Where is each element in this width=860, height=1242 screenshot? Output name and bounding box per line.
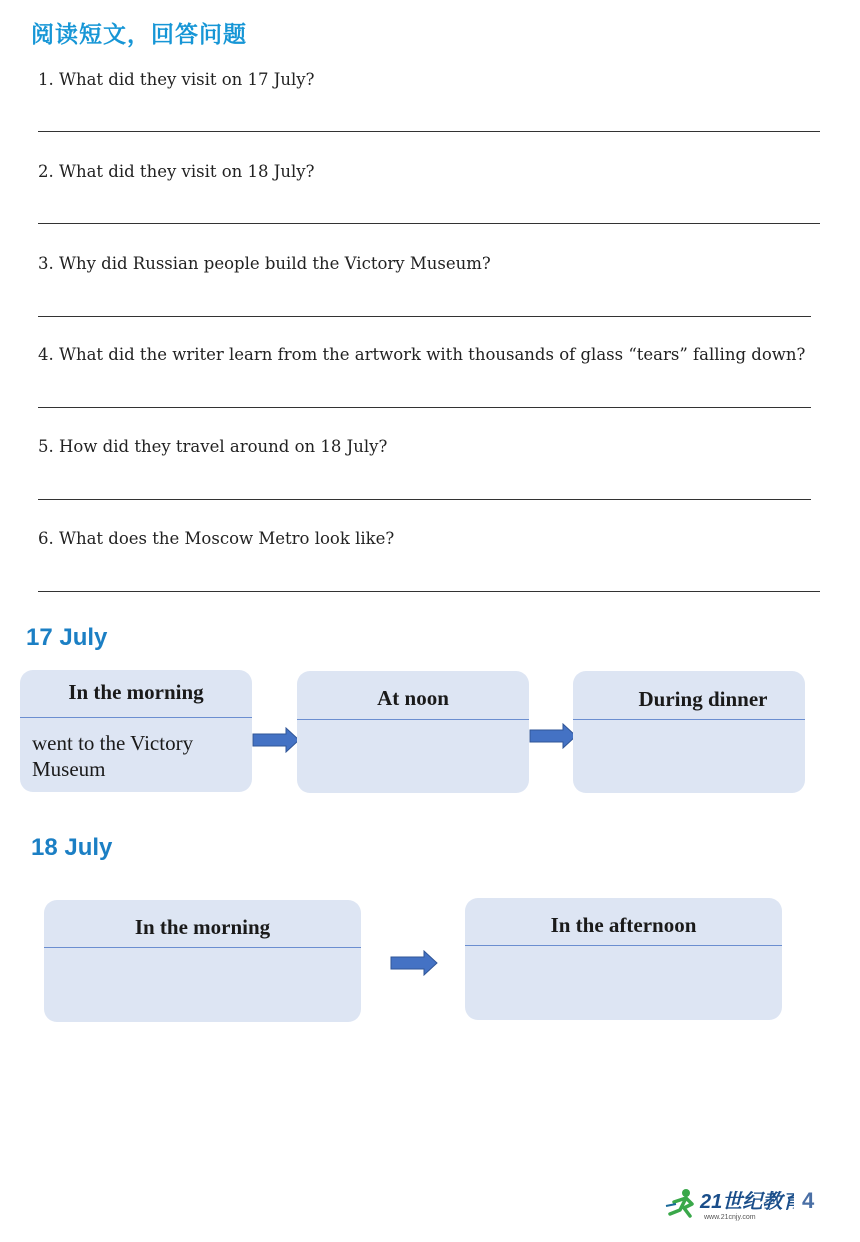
box-divider bbox=[465, 945, 782, 946]
box-divider bbox=[573, 719, 805, 720]
day1-noon-box bbox=[297, 671, 529, 793]
day1-dinner-box bbox=[573, 671, 805, 793]
arrow-right-icon bbox=[252, 727, 300, 753]
logo-text: 21世纪教育 bbox=[700, 1191, 794, 1213]
box-divider bbox=[20, 717, 252, 718]
box-title: During dinner bbox=[638, 687, 768, 711]
arrow-right-icon bbox=[529, 723, 577, 749]
runner-logo-icon bbox=[664, 1186, 794, 1222]
question-2: 2. What did they visit on 18 July? bbox=[38, 162, 315, 181]
day2-morning-box bbox=[44, 900, 361, 1022]
box-divider bbox=[44, 947, 361, 948]
question-3: 3. Why did Russian people build the Victory Museum? bbox=[38, 254, 491, 273]
site-logo bbox=[664, 1186, 794, 1226]
answer-line-4[interactable] bbox=[38, 407, 811, 408]
logo-url: www.21cnjy.com bbox=[704, 1214, 756, 1221]
box-title: In the morning bbox=[134, 915, 271, 939]
date-17-july: 17 July bbox=[26, 624, 108, 651]
box-content[interactable]: went to the Victory Museum bbox=[32, 731, 194, 781]
answer-line-2[interactable] bbox=[38, 223, 820, 224]
day1-morning-box bbox=[20, 670, 252, 792]
box-divider bbox=[297, 719, 529, 720]
day2-afternoon-box bbox=[465, 898, 782, 1020]
box-title: At noon bbox=[377, 686, 449, 710]
box-title: In the morning bbox=[68, 680, 204, 704]
question-4: 4. What did the writer learn from the artwork with thousands of glass “tears” falling down? bbox=[38, 345, 806, 364]
question-1: 1. What did they visit on 17 July? bbox=[38, 70, 315, 89]
date-18-july: 18 July bbox=[31, 834, 113, 861]
page-number: 4 bbox=[802, 1188, 815, 1213]
answer-line-5[interactable] bbox=[38, 499, 811, 500]
arrow-right-icon bbox=[390, 950, 438, 976]
question-6: 6. What does the Moscow Metro look like? bbox=[38, 529, 395, 548]
question-5: 5. How did they travel around on 18 July? bbox=[38, 437, 388, 456]
answer-line-3[interactable] bbox=[38, 316, 811, 317]
answer-line-6[interactable] bbox=[38, 591, 820, 592]
box-title: In the afternoon bbox=[550, 913, 697, 937]
answer-line-1[interactable] bbox=[38, 131, 820, 132]
section-heading: 阅读短文，回答问题 bbox=[31, 22, 247, 48]
